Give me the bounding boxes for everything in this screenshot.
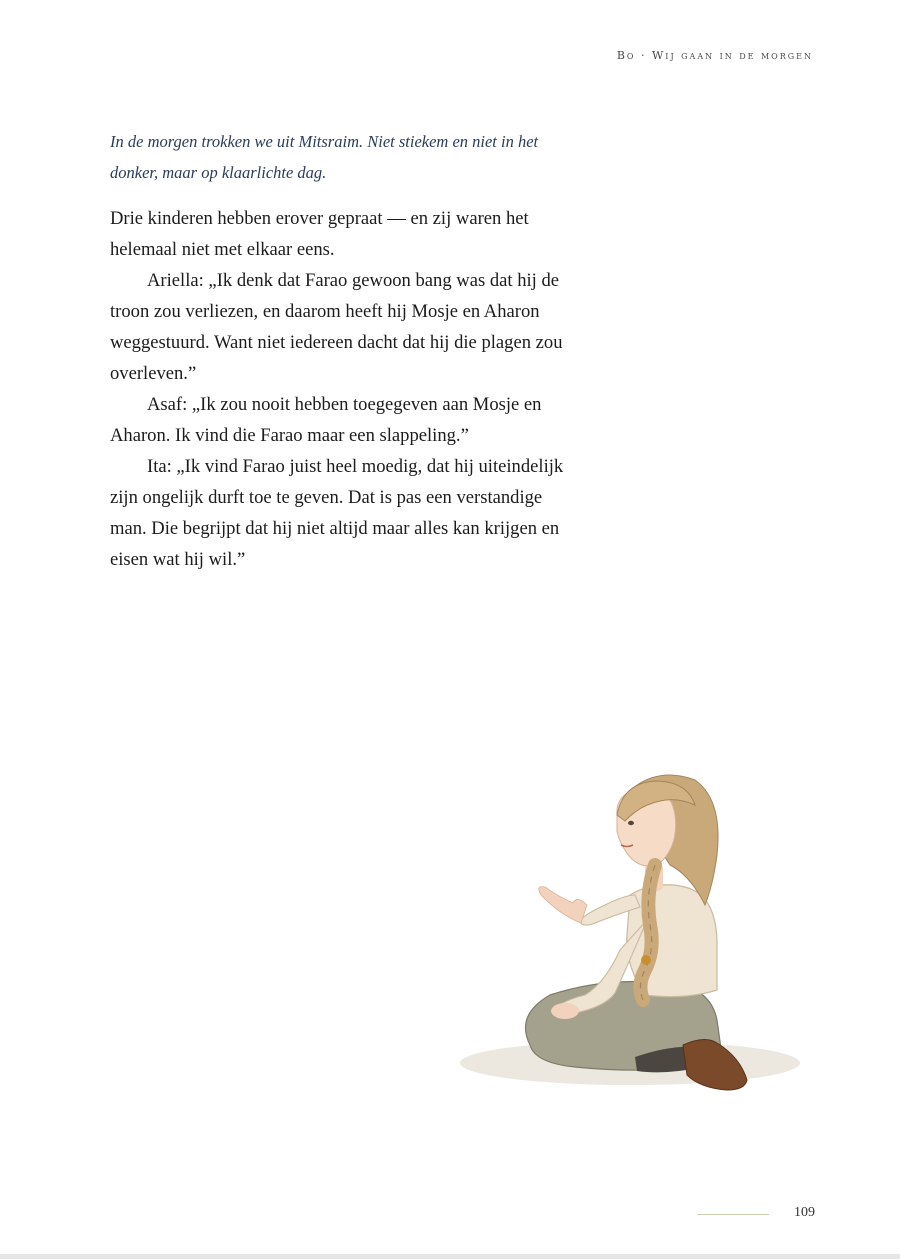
hair-tie — [641, 955, 651, 965]
resting-hand — [551, 1003, 579, 1019]
chapter-intro: In de morgen trokken we uit Mitsraim. Niet stiekem en niet in het donker, maar op klaarlichte dag. — [110, 132, 539, 182]
page-number: 109 — [794, 1205, 815, 1220]
paragraph-1: Drie kinderen hebben erover gepraat — en zij waren het helemaal niet met elkaar eens. — [110, 208, 529, 260]
raised-hand — [539, 887, 587, 923]
eye — [628, 821, 634, 825]
paragraph-ariella: Ariella: „Ik denk dat Farao gewoon bang was dat hij de troon zou verliezen, en daarom heeft hij Mosje en Aharon weggestuurd. Want niet iedereen dacht dat hij die plagen zou overleven.” — [110, 270, 563, 384]
body-text — [110, 203, 565, 575]
running-head: Bo · Wij gaan in de morgen — [616, 49, 813, 62]
kneeling-girl-illustration — [455, 745, 800, 1115]
footer-rule — [697, 1214, 769, 1215]
paragraph-asaf: Asaf: „Ik zou nooit hebben toegegeven aan Mosje en Aharon. Ik vind die Farao maar een slappeling.” — [110, 394, 542, 446]
page-bottom-edge — [0, 1254, 900, 1259]
paragraph-ita: Ita: „Ik vind Farao juist heel moedig, dat hij uiteindelijk zijn ongelijk durft toe te geven. Dat is pas een verstandige man. Die begrijpt dat hij niet altijd maar alles kan krijgen en eisen wat hij wil.” — [110, 456, 564, 570]
